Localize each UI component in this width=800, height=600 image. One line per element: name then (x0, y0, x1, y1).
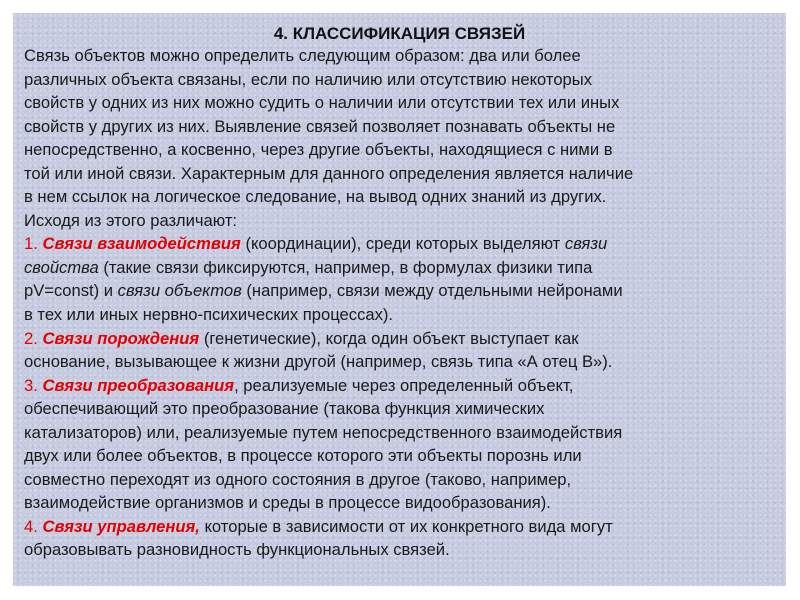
intro-line: различных объекта связаны, если по наличию или отсутствию некоторых (24, 69, 593, 89)
item2-number: 2. (24, 328, 38, 348)
intro-line: той или иной связи. Характерным для данного определения является наличие (24, 163, 634, 183)
item1-line4: в тех или иных нервно-психических процессах). (24, 305, 394, 325)
item1-italic: связи (564, 234, 608, 254)
item1-text: (например, связи между отдельными нейронами (241, 281, 623, 301)
item1-term: Связи взаимодействия (42, 234, 241, 254)
slide-body (24, 44, 774, 562)
item3-term: Связи преобразования (42, 375, 235, 395)
intro-line: Связь объектов можно определить следующим образом: два или более (24, 46, 581, 65)
intro-line: непосредственно, а косвенно, через другие объекты, находящиеся с ними в (24, 140, 613, 160)
item1-line3 (24, 279, 774, 303)
item3-line: двух или более объектов, в процессе которого эти объекты порознь или (24, 446, 582, 466)
item3-number: 3. (24, 375, 38, 395)
item3-line: катализаторов) или, реализуемые путем непосредственного взаимодействия (24, 422, 623, 442)
item3-line: взаимодействие организмов и среды в процессе видообразования). (24, 493, 551, 513)
item4-text: которые в зависимости от их конкретного вида могут (199, 516, 613, 536)
item4-line2: образовывать разновидность функциональных связей. (24, 540, 450, 560)
item1-italic: свойства (24, 257, 99, 277)
item3-text: , реализуемые через определенный объект, (234, 375, 574, 395)
intro-line: в нем ссылок на логическое следование, на вывод одних знаний из других. (24, 187, 607, 207)
item4-number: 4. (24, 516, 38, 536)
item1-text: pV=const) и (24, 281, 118, 301)
item1-text: (такие связи фиксируются, например, в формулах физики типа (98, 257, 593, 277)
item1-line1 (24, 232, 774, 256)
item2-text: (генетические), когда один объект выступает как (199, 328, 579, 348)
item2-line1 (24, 327, 774, 351)
item3-line: обеспечивающий это преобразование (такова функция химических (24, 399, 545, 419)
intro-line: свойств у одних из них можно судить о наличии или отсутствии тех или иных (24, 93, 620, 113)
item4-term: Связи управления, (42, 516, 200, 536)
slide (13, 13, 786, 586)
item1-italic: связи объектов (117, 281, 242, 301)
item1-line2 (24, 256, 774, 280)
intro-line: свойств у других из них. Выявление связей позволяет познавать объекты не (24, 116, 616, 136)
item3-line: совместно переходят из одного состояния в другое (таково, например, (24, 469, 572, 489)
item4-line1 (24, 515, 774, 539)
slide-title: 4. КЛАССИФИКАЦИЯ СВЯЗЕЙ (273, 24, 526, 43)
item2-term: Связи порождения (42, 328, 200, 348)
intro-line: Исходя из этого различают: (24, 210, 238, 230)
item3-line1 (24, 374, 774, 398)
item1-number: 1. (24, 234, 38, 254)
item2-line2: основание, вызывающее к жизни другой (например, связь типа «А отец В»). (24, 352, 613, 372)
item1-text: (координации), среди которых выделяют (240, 234, 565, 254)
